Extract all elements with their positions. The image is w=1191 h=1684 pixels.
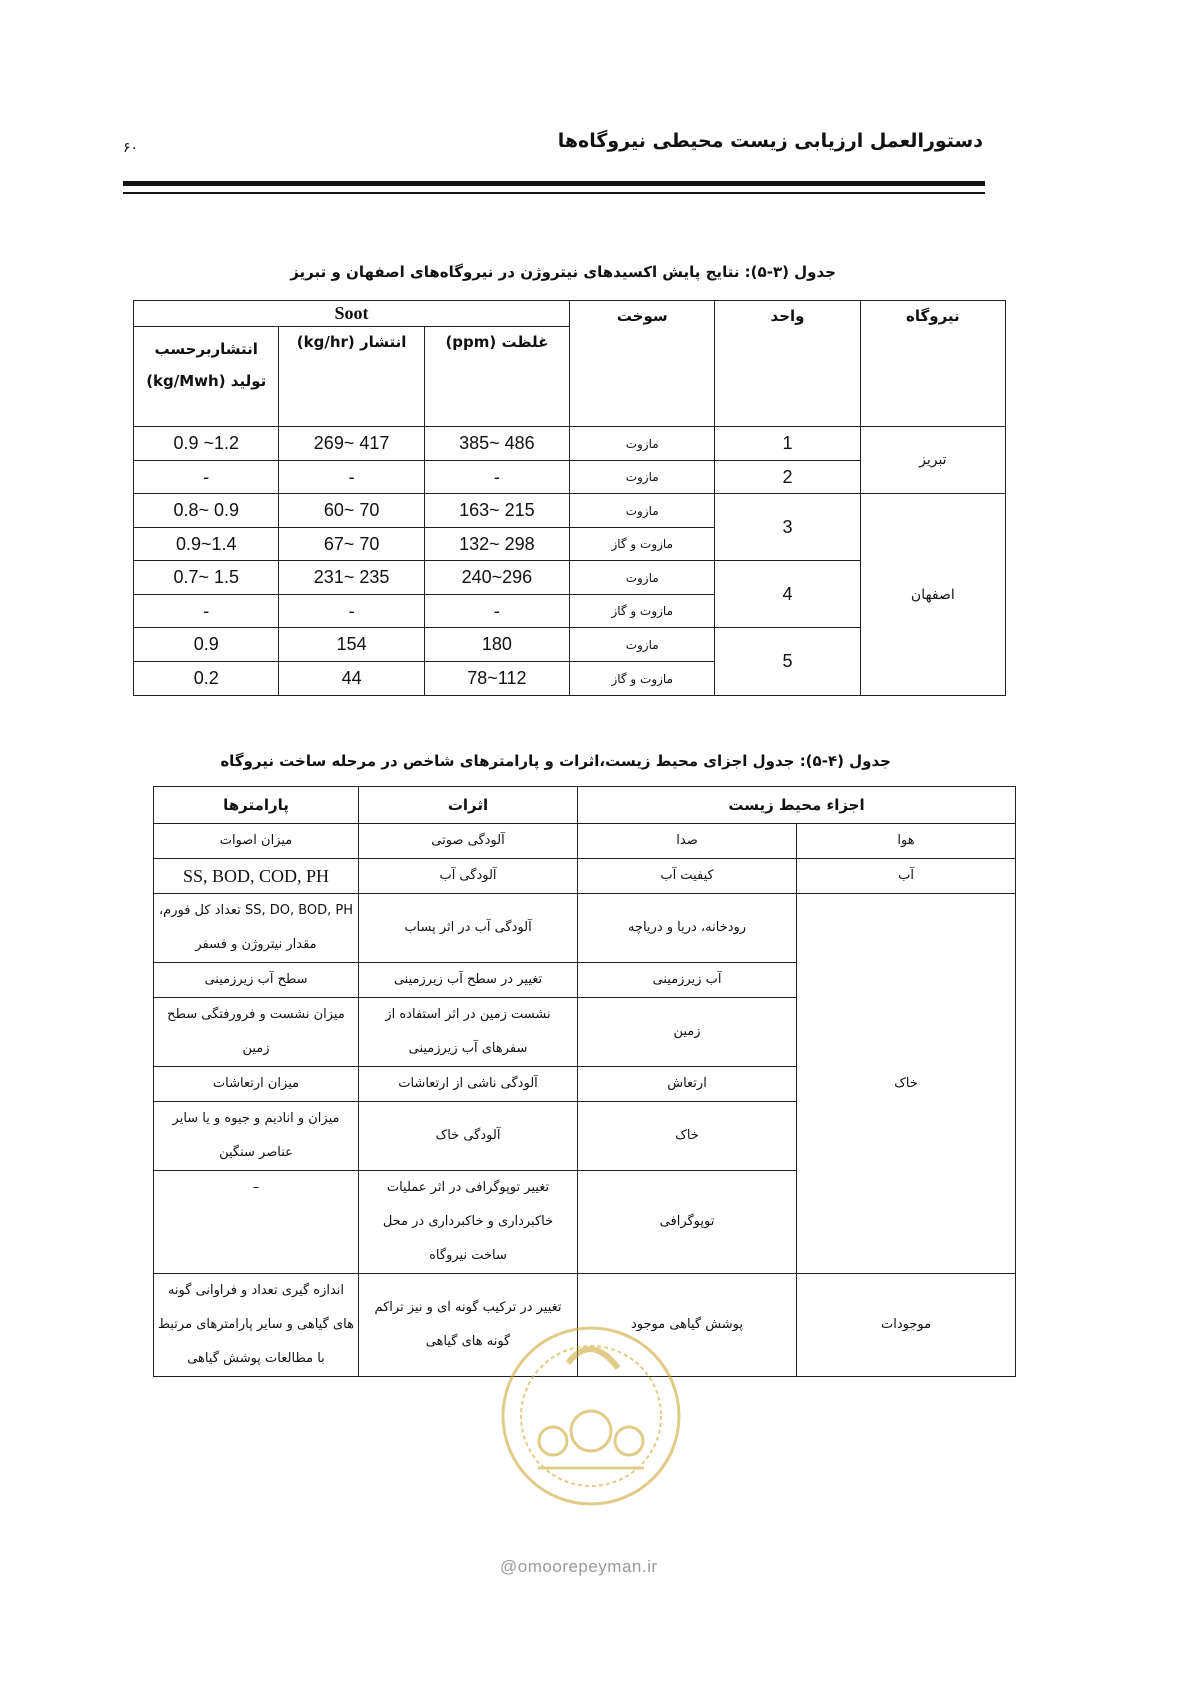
- concentration-cell: 240~296: [424, 561, 569, 595]
- concentration-cell: -: [424, 461, 569, 494]
- fuel-cell: مازوت: [570, 628, 715, 662]
- parameter-cell: میزان و انادیم و جیوه و یا سایر عناصر سنگین: [154, 1102, 359, 1171]
- unit-cell: 3: [715, 494, 860, 561]
- effect-cell: آلودگی آب: [359, 859, 578, 894]
- environment-components-table: [153, 786, 1016, 1377]
- concentration-cell: 132~ 298: [424, 528, 569, 561]
- sub-component-cell: صدا: [578, 824, 797, 859]
- sub-component-cell: رودخانه، دریا و دریاچه: [578, 894, 797, 963]
- concentration-cell: 163~ 215: [424, 494, 569, 528]
- sub-component-cell: پوشش گیاهی موجود: [578, 1274, 797, 1377]
- effect-cell: تغییر توپوگرافی در اثر عملیات خاکبرداری و خاکبرداری در محل ساخت نیروگاه: [359, 1171, 578, 1274]
- effect-cell: تغییر در سطح آب زیرزمینی: [359, 963, 578, 998]
- effect-cell: آلودگی ناشی از ارتعاشات: [359, 1067, 578, 1102]
- emission-per-gen-cell: 0.7~ 1.5: [134, 561, 279, 595]
- fuel-cell: مازوت: [570, 494, 715, 528]
- fuel-cell: مازوت و گاز: [570, 662, 715, 696]
- header-components: اجزاء محیط زیست: [578, 787, 1016, 824]
- unit-cell: 5: [715, 628, 860, 696]
- table-row: [134, 494, 1006, 528]
- unit-cell: 1: [715, 427, 860, 461]
- table-row: [154, 859, 1016, 894]
- parameter-cell: SS, BOD, COD, PH: [154, 859, 359, 894]
- plant-cell: اصفهان: [860, 494, 1005, 696]
- emission-per-gen-cell: -: [134, 595, 279, 628]
- category-cell: آب: [797, 859, 1016, 894]
- emission-per-gen-cell: 0.8~ 0.9: [134, 494, 279, 528]
- emission-cell: 67~ 70: [279, 528, 424, 561]
- emission-cell: -: [279, 595, 424, 628]
- parameter-cell: SS, DO, BOD, PH تعداد کل فورم، مقدار نیتروژن و فسفر: [154, 894, 359, 963]
- emission-per-gen-cell: -: [134, 461, 279, 494]
- effect-cell: آلودگی صوتی: [359, 824, 578, 859]
- concentration-cell: -: [424, 595, 569, 628]
- parameter-cell: سطح آب زیرزمینی: [154, 963, 359, 998]
- document-title: دستورالعمل ارزیابی زیست محیطی نیروگاه‌ها: [557, 130, 983, 152]
- effect-cell: آلودگی آب در اثر پساب: [359, 894, 578, 963]
- effect-cell: آلودگی خاک: [359, 1102, 578, 1171]
- emission-per-gen-cell: 0.9 ~1.2: [134, 427, 279, 461]
- parameter-cell: میزان نشست و فرورفتگی سطح زمین: [154, 998, 359, 1067]
- sub-component-cell: ارتعاش: [578, 1067, 797, 1102]
- category-cell: موجودات: [797, 1274, 1016, 1377]
- emission-cell: 269~ 417: [279, 427, 424, 461]
- header-fuel: سوخت: [570, 301, 715, 427]
- table-row: [154, 824, 1016, 859]
- emission-cell: -: [279, 461, 424, 494]
- emission-cell: 231~ 235: [279, 561, 424, 595]
- fuel-cell: مازوت و گاز: [570, 595, 715, 628]
- effect-cell: تغییر در ترکیب گونه ای و نیز تراکم گونه های گیاهی: [359, 1274, 578, 1377]
- emission-cell: 154: [279, 628, 424, 662]
- table2-caption: جدول (۴-۵): جدول اجزای محیط زیست،اثرات و پارامترهای شاخص در مرحله ساخت نیروگاه: [220, 752, 891, 770]
- concentration-cell: 180: [424, 628, 569, 662]
- parameter-cell: میزان اصوات: [154, 824, 359, 859]
- effect-cell: نشست زمین در اثر استفاده از سفرهای آب زیرزمینی: [359, 998, 578, 1067]
- emission-per-gen-cell: 0.9~1.4: [134, 528, 279, 561]
- emission-cell: 44: [279, 662, 424, 696]
- category-cell: خاک: [797, 894, 1016, 1274]
- nox-emissions-table: [133, 300, 1006, 696]
- header-concentration: غلظت (ppm): [424, 327, 569, 427]
- fuel-cell: مازوت و گاز: [570, 528, 715, 561]
- header-rule-thin: [123, 192, 985, 194]
- header-parameters: پارامترها: [154, 787, 359, 824]
- concentration-cell: 78~112: [424, 662, 569, 696]
- concentration-cell: 385~ 486: [424, 427, 569, 461]
- header-plant: نیروگاه: [860, 301, 1005, 427]
- header-soot: Soot: [134, 301, 570, 327]
- watermark-text: @omoorepeyman.ir: [500, 1557, 658, 1576]
- header-emission-per-generation: انتشاربرحسب تولید (kg/Mwh): [134, 327, 279, 427]
- table1-caption: جدول (۳-۵): نتایج پایش اکسیدهای نیتروژن در نیروگاه‌های اصفهان و تبریز: [290, 263, 836, 281]
- sub-component-cell: خاک: [578, 1102, 797, 1171]
- plant-cell: تبریز: [860, 427, 1005, 494]
- fuel-cell: مازوت: [570, 561, 715, 595]
- emission-per-gen-cell: 0.2: [134, 662, 279, 696]
- header-unit: واحد: [715, 301, 860, 427]
- header-effects: اثرات: [359, 787, 578, 824]
- emission-per-gen-cell: 0.9: [134, 628, 279, 662]
- fuel-cell: مازوت: [570, 427, 715, 461]
- parameter-cell: اندازه گیری تعداد و فراوانی گونه های گیاهی و سایر پارامترهای مرتبط با مطالعات پوشش گیاهی: [154, 1274, 359, 1377]
- sub-component-cell: زمین: [578, 998, 797, 1067]
- unit-cell: 2: [715, 461, 860, 494]
- unit-cell: 4: [715, 561, 860, 628]
- sub-component-cell: کیفیت آب: [578, 859, 797, 894]
- sub-component-cell: آب زیرزمینی: [578, 963, 797, 998]
- parameter-cell: میزان ارتعاشات: [154, 1067, 359, 1102]
- page-number: ۶۰: [123, 140, 139, 156]
- seal-stamp-icon: [498, 1323, 684, 1509]
- header-rule-thick: [123, 181, 985, 186]
- table-row: [134, 427, 1006, 461]
- fuel-cell: مازوت: [570, 461, 715, 494]
- sub-component-cell: توپوگرافی: [578, 1171, 797, 1274]
- table-row: [154, 894, 1016, 963]
- parameter-cell: –: [154, 1171, 359, 1274]
- category-cell: هوا: [797, 824, 1016, 859]
- header-emission: انتشار (kg/hr): [279, 327, 424, 427]
- emission-cell: 60~ 70: [279, 494, 424, 528]
